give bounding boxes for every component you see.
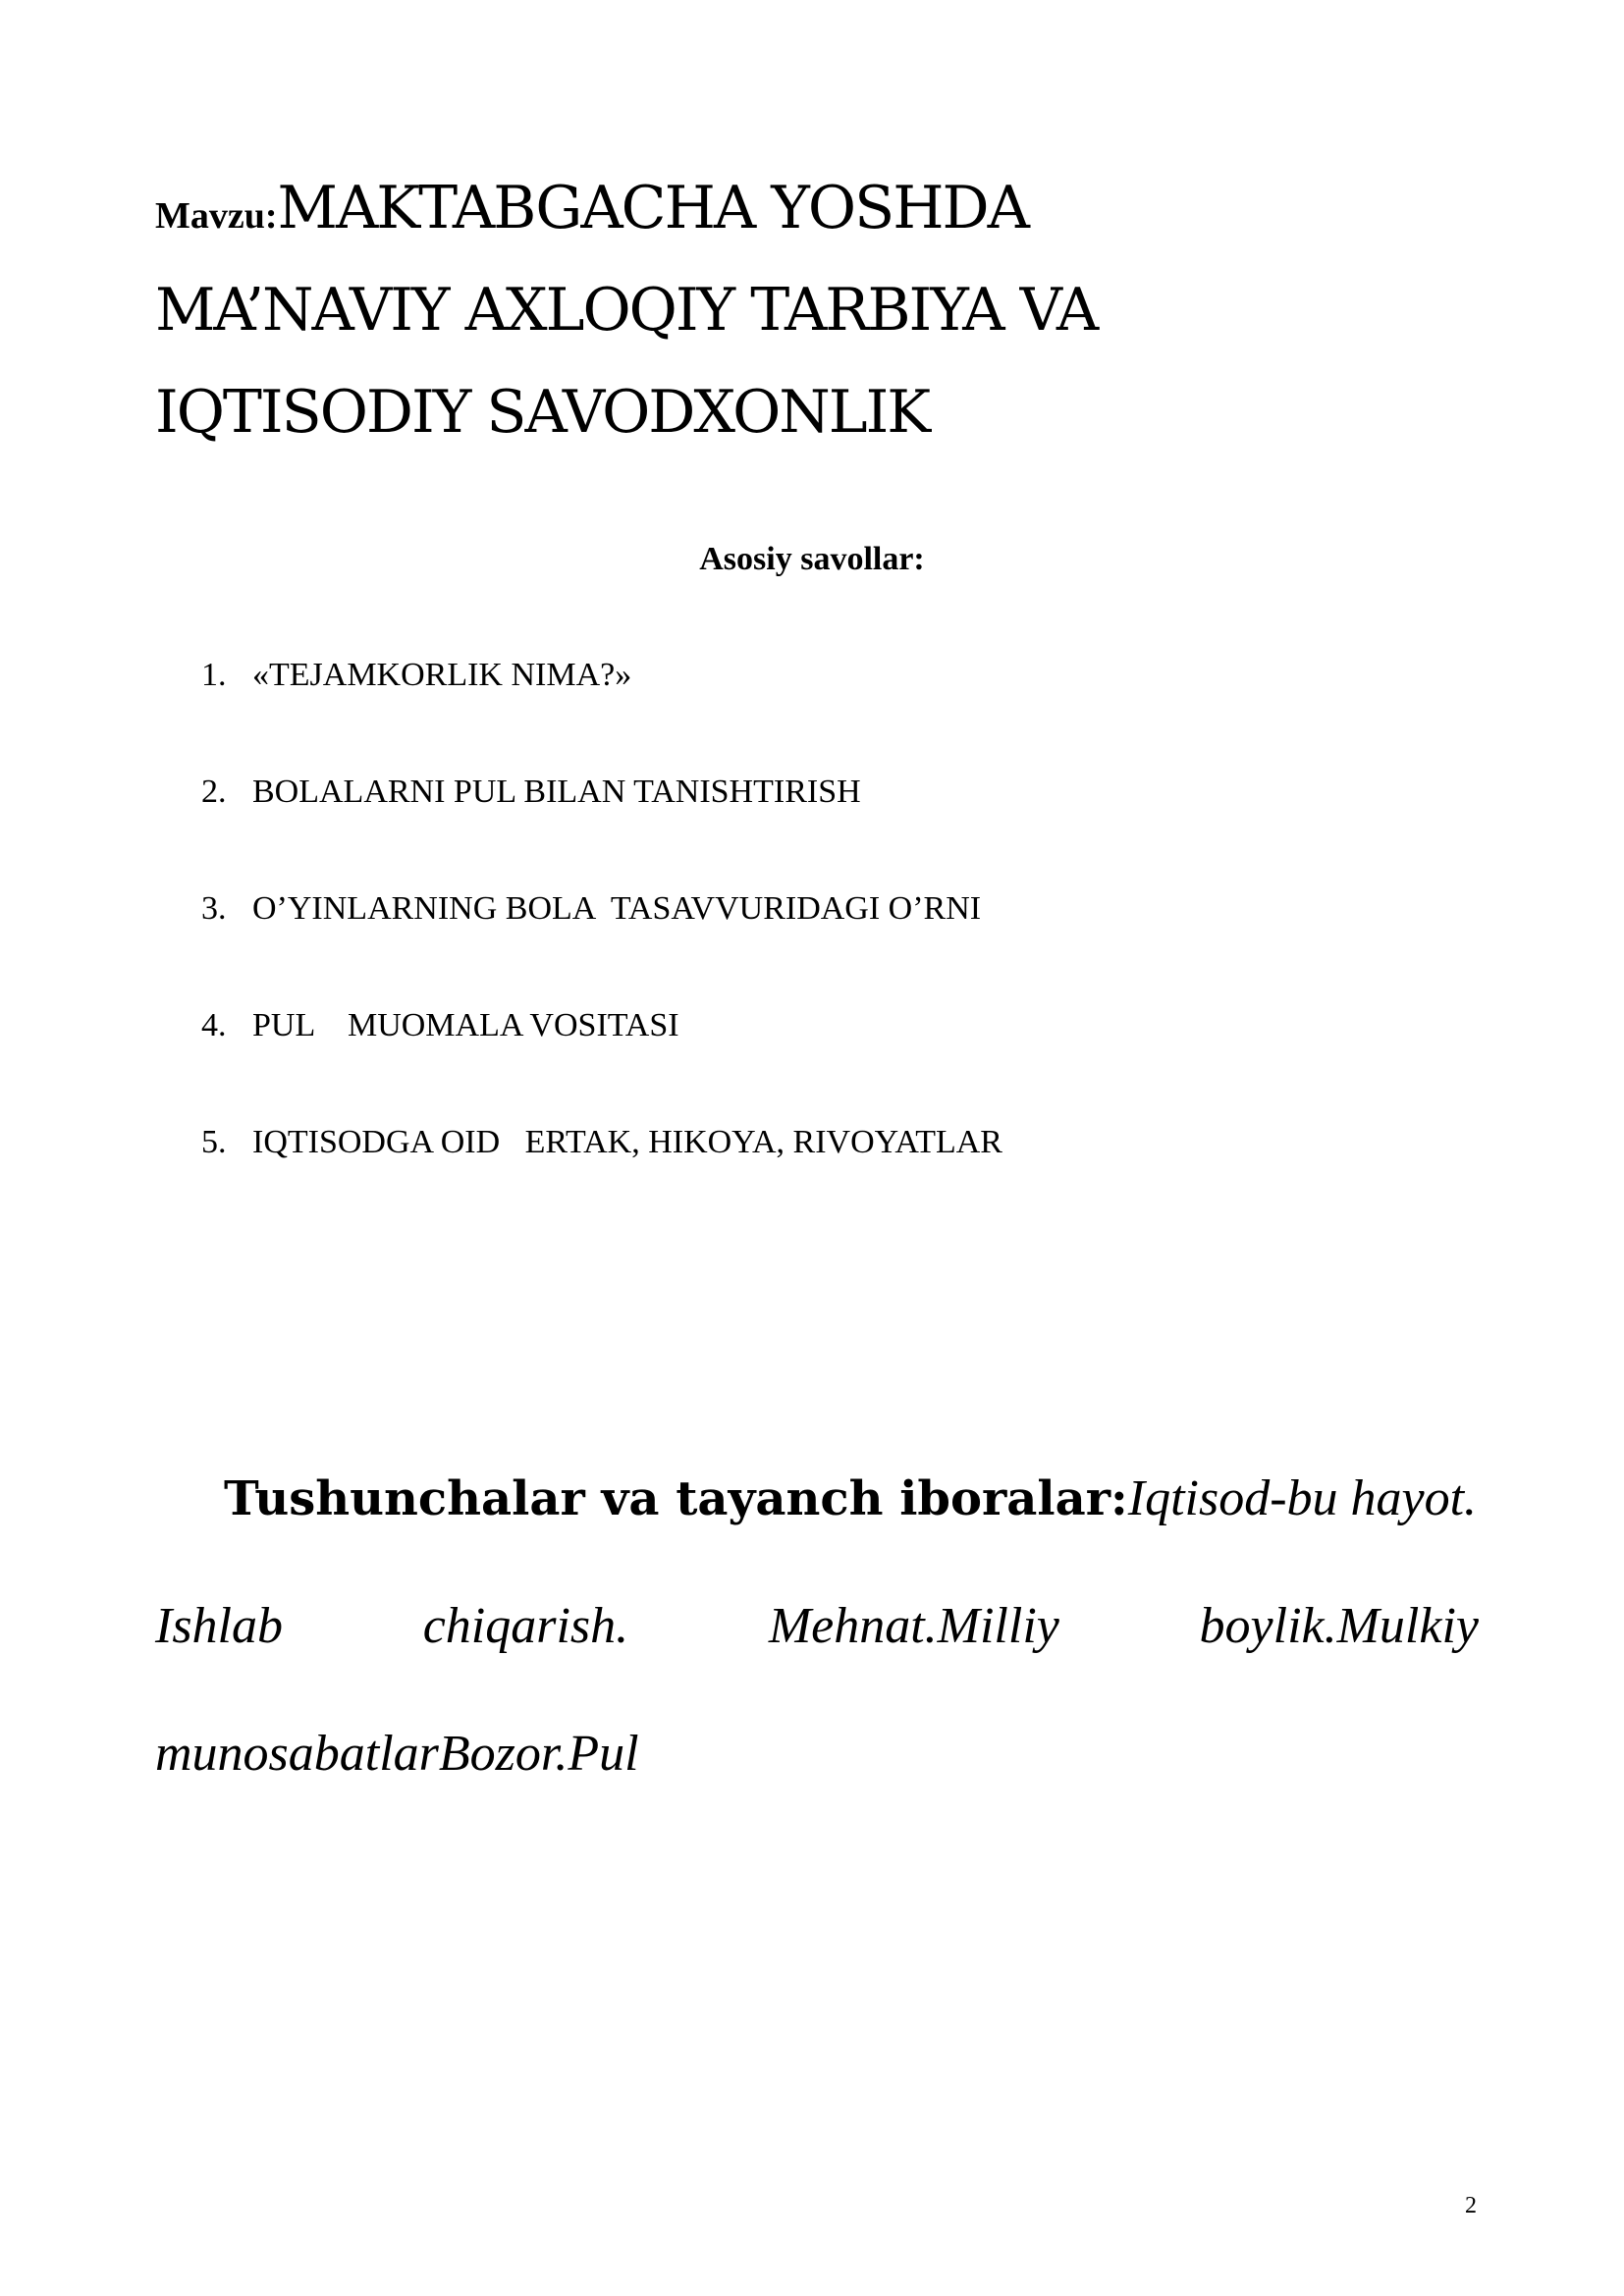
title-line-1 [155, 157, 1471, 259]
question-text: BOLALARNI PUL BILAN TANISHTIRISH [252, 774, 861, 810]
question-item [201, 887, 1002, 1004]
keywords-paragraph [155, 1435, 1479, 1818]
question-text: IQTISODGA OID ERTAK, HIKOYA, RIVOYATLAR [252, 1124, 1002, 1160]
question-item [201, 654, 1002, 771]
keywords-term: Ishlab [155, 1598, 283, 1654]
question-text: «TEJAMKORLIK NIMA?» [252, 657, 632, 693]
question-item [201, 771, 1002, 887]
title-line-2: MA’NAVIY AXLOQIY TARBIYA VA [155, 276, 1098, 345]
question-number: 4. [201, 1007, 227, 1043]
page-number: 2 [1465, 2193, 1477, 2218]
section-subheading: Asosiy savollar: [699, 541, 925, 577]
keywords-term: Mehnat.Milliy [768, 1598, 1059, 1654]
question-number: 2. [201, 774, 227, 810]
keywords-line-2 [155, 1563, 1479, 1690]
questions-list [201, 654, 1002, 1238]
keywords-term: Iqtisod-bu hayot. [1127, 1470, 1478, 1526]
question-number: 1. [201, 657, 227, 693]
question-number: 5. [201, 1124, 227, 1160]
keywords-line-1 [155, 1435, 1479, 1563]
question-item [201, 1121, 1002, 1238]
keywords-term: boylik.Mulkiy [1199, 1598, 1479, 1654]
title-line-3: IQTISODIY SAVODXONLIK [155, 378, 930, 447]
question-item [201, 1004, 1002, 1121]
keywords-term: chiqarish. [422, 1598, 629, 1654]
question-text: O’YINLARNING BOLA TASAVVURIDAGI O’RNI [252, 890, 982, 927]
title-prefix: Mavzu: [155, 195, 278, 237]
title-text-1: MAKTABGACHA YOSHDA [277, 174, 1028, 242]
question-text: PUL MUOMALA VOSITASI [252, 1007, 679, 1043]
question-number: 3. [201, 890, 227, 927]
page-title [155, 157, 1471, 463]
keywords-label: Tushunchalar va tayanch iboralar: [224, 1471, 1128, 1526]
keywords-line-3: munosabatlarBozor.Pul [155, 1726, 639, 1782]
